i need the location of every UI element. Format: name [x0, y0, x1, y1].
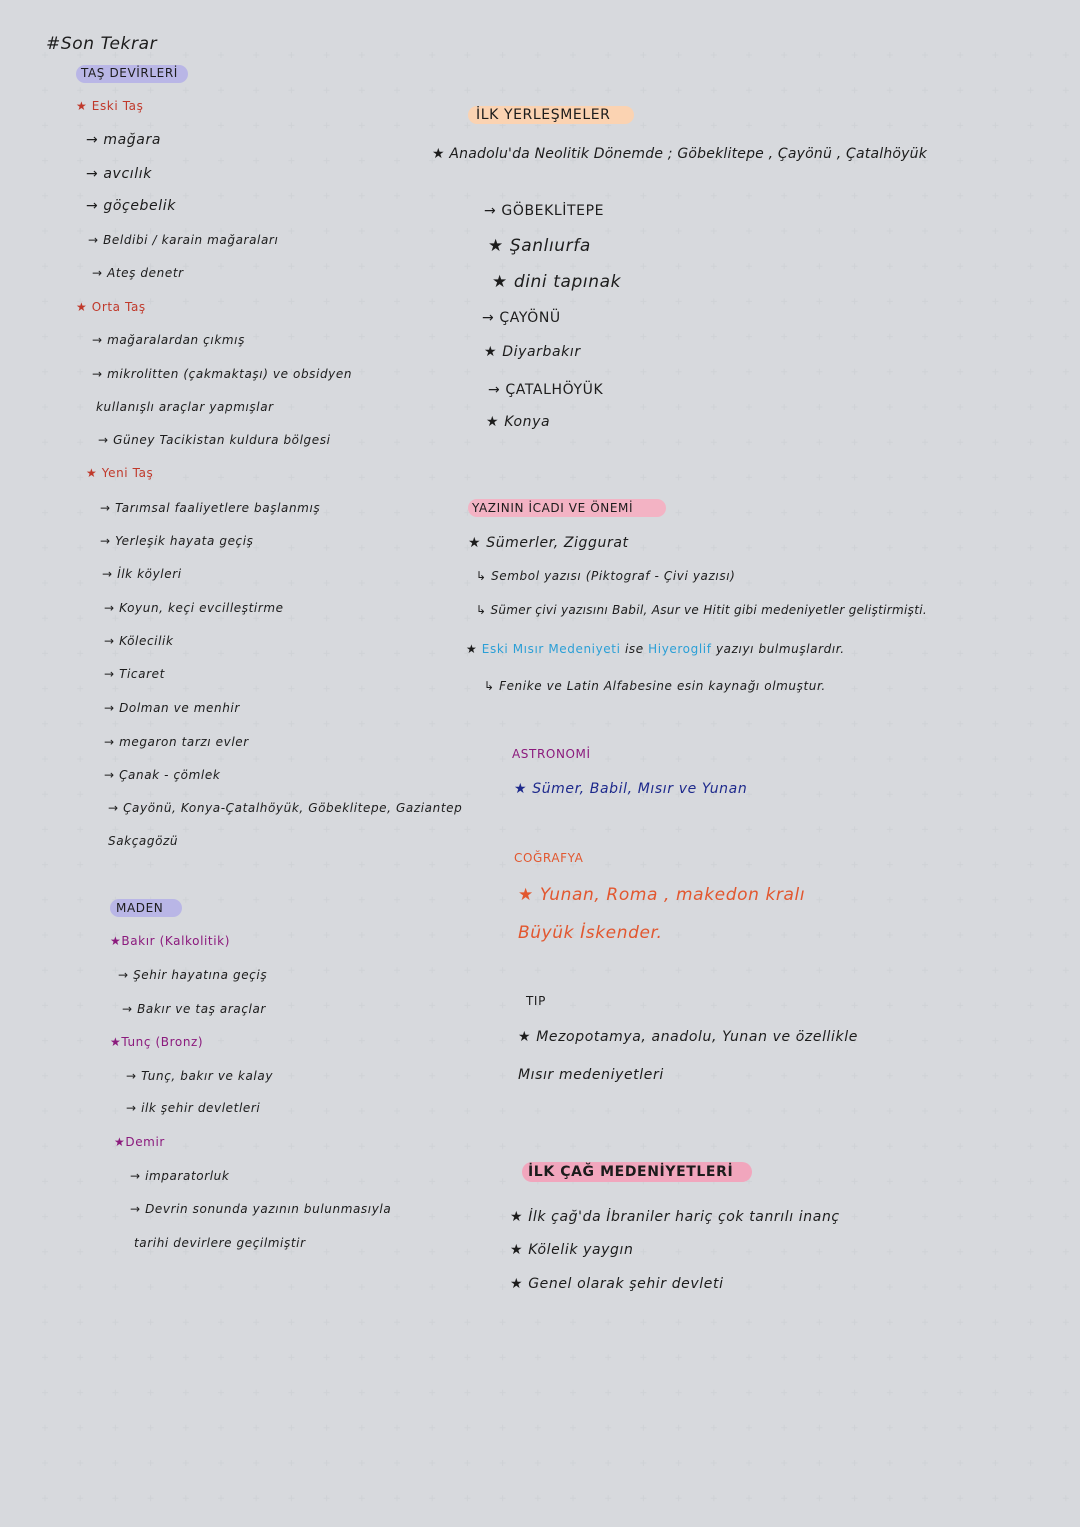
- yerlesme-item: ★ Konya: [486, 414, 551, 430]
- demir-item: → imparatorluk: [130, 1169, 230, 1183]
- eski-tas-item: → avcılık: [86, 166, 152, 182]
- yeni-tas-item: → Ticaret: [104, 667, 165, 681]
- bakir-item: → Şehir hayatına geçiş: [118, 968, 268, 982]
- heading-maden: MADEN: [116, 901, 164, 915]
- tip-line: Mısır medeniyetleri: [518, 1067, 664, 1083]
- demir-item: tarihi devirlere geçilmiştir: [134, 1236, 306, 1250]
- orta-tas-item: → Güney Tacikistan kuldura bölgesi: [98, 433, 331, 447]
- heading-eski-tas: ★ Eski Taş: [76, 99, 144, 113]
- eski-tas-item: → göçebelik: [86, 198, 176, 214]
- yerlesme-item: → GÖBEKLİTEPE: [484, 203, 605, 219]
- heading-orta-tas: ★ Orta Taş: [76, 300, 146, 314]
- yeni-tas-item: → Kölecilik: [104, 634, 174, 648]
- ilk-cag-item: ★ İlk çağ'da İbraniler hariç çok tanrılı inanç: [510, 1209, 840, 1225]
- yeni-tas-item: → Dolman ve menhir: [104, 701, 240, 715]
- heading-tip: TIP: [526, 994, 546, 1008]
- heading-astronomi: ASTRONOMİ: [512, 747, 591, 761]
- eski-tas-item: → mağara: [86, 132, 161, 148]
- cografya-line: Büyük İskender.: [518, 923, 663, 943]
- yeni-tas-item: → megaron tarzı evler: [104, 735, 249, 749]
- misir-line: [466, 643, 845, 655]
- ilk-yerlesmeler-intro: ★ Anadolu'da Neolitik Dönemde ; Göbeklitepe , Çayönü , Çatalhöyük: [432, 146, 928, 162]
- cografya-line: ★ Yunan, Roma , makedon kralı: [518, 885, 806, 905]
- yeni-tas-item: → İlk köyleri: [102, 567, 182, 581]
- heading-yazi: YAZININ İCADI VE ÖNEMİ: [472, 501, 634, 515]
- yazi-line: ↳ Fenike ve Latin Alfabesine esin kaynağı olmuştur.: [484, 679, 826, 693]
- yazi-line: ★ Sümerler, Ziggurat: [468, 535, 629, 551]
- orta-tas-item: → mikrolitten (çakmaktaşı) ve obsidyen: [92, 367, 353, 381]
- eski-tas-item: → Beldibi / karain mağaraları: [88, 233, 279, 247]
- heading-ilk-cag: İLK ÇAĞ MEDENİYETLERİ: [528, 1164, 734, 1180]
- ilk-cag-item: ★ Genel olarak şehir devleti: [510, 1276, 724, 1292]
- tunc-item: → Tunç, bakır ve kalay: [126, 1069, 274, 1083]
- yerlesme-item: ★ dini tapınak: [492, 272, 622, 292]
- yeni-tas-item: → Çanak - çömlek: [104, 768, 221, 782]
- yerlesme-item: ★ Şanlıurfa: [488, 236, 591, 256]
- yeni-tas-item: → Çayönü, Konya-Çatalhöyük, Göbeklitepe, Gaziantep: [108, 801, 463, 815]
- yazi-line: ↳ Sümer çivi yazısını Babil, Asur ve Hitit gibi medeniyetler geliştirmişti.: [476, 603, 927, 617]
- orta-tas-item: kullanışlı araçlar yapmışlar: [96, 400, 274, 414]
- yeni-tas-item: → Tarımsal faaliyetlere başlanmış: [100, 501, 321, 515]
- yerlesme-item: ★ Diyarbakır: [484, 344, 581, 360]
- misir-rest: yazıyı bulmuşlardır.: [715, 642, 845, 656]
- yerlesme-item: → ÇATALHÖYÜK: [488, 382, 604, 398]
- page-title: #Son Tekrar: [46, 34, 158, 54]
- heading-ilk-yerlesmeler: İLK YERLEŞMELER: [476, 107, 611, 123]
- tunc-item: → ilk şehir devletleri: [126, 1101, 261, 1115]
- astronomi-line: ★ Sümer, Babil, Mısır ve Yunan: [514, 781, 748, 797]
- heading-cografya: COĞRAFYA: [514, 851, 584, 865]
- misir-medeniyeti: Eski Mısır Medeniyeti: [481, 642, 621, 656]
- tip-line: ★ Mezopotamya, anadolu, Yunan ve özellikle: [518, 1029, 858, 1045]
- misir-star: ★: [466, 642, 478, 656]
- eski-tas-item: → Ateş denetr: [92, 266, 184, 280]
- demir-item: → Devrin sonunda yazının bulunmasıyla: [130, 1202, 392, 1216]
- heading-tas-devirleri: TAŞ DEVİRLERİ: [81, 66, 178, 80]
- misir-ise: ise: [624, 642, 644, 656]
- heading-tunc: ★Tunç (Bronz): [110, 1035, 204, 1049]
- yeni-tas-item: Sakçagözü: [108, 834, 179, 848]
- ilk-cag-item: ★ Kölelik yaygın: [510, 1242, 634, 1258]
- yeni-tas-item: → Koyun, keçi evcilleştirme: [104, 601, 284, 615]
- heading-demir: ★Demir: [114, 1135, 165, 1149]
- heading-yeni-tas: ★ Yeni Taş: [86, 466, 154, 480]
- yazi-line: ↳ Sembol yazısı (Piktograf - Çivi yazısı): [476, 569, 736, 583]
- yeni-tas-item: → Yerleşik hayata geçiş: [100, 534, 254, 548]
- orta-tas-item: → mağaralardan çıkmış: [92, 333, 245, 347]
- hiyeroglif: Hiyeroglif: [648, 642, 712, 656]
- heading-bakir: ★Bakır (Kalkolitik): [110, 934, 231, 948]
- bakir-item: → Bakır ve taş araçlar: [122, 1002, 266, 1016]
- yerlesme-item: → ÇAYÖNÜ: [482, 310, 561, 326]
